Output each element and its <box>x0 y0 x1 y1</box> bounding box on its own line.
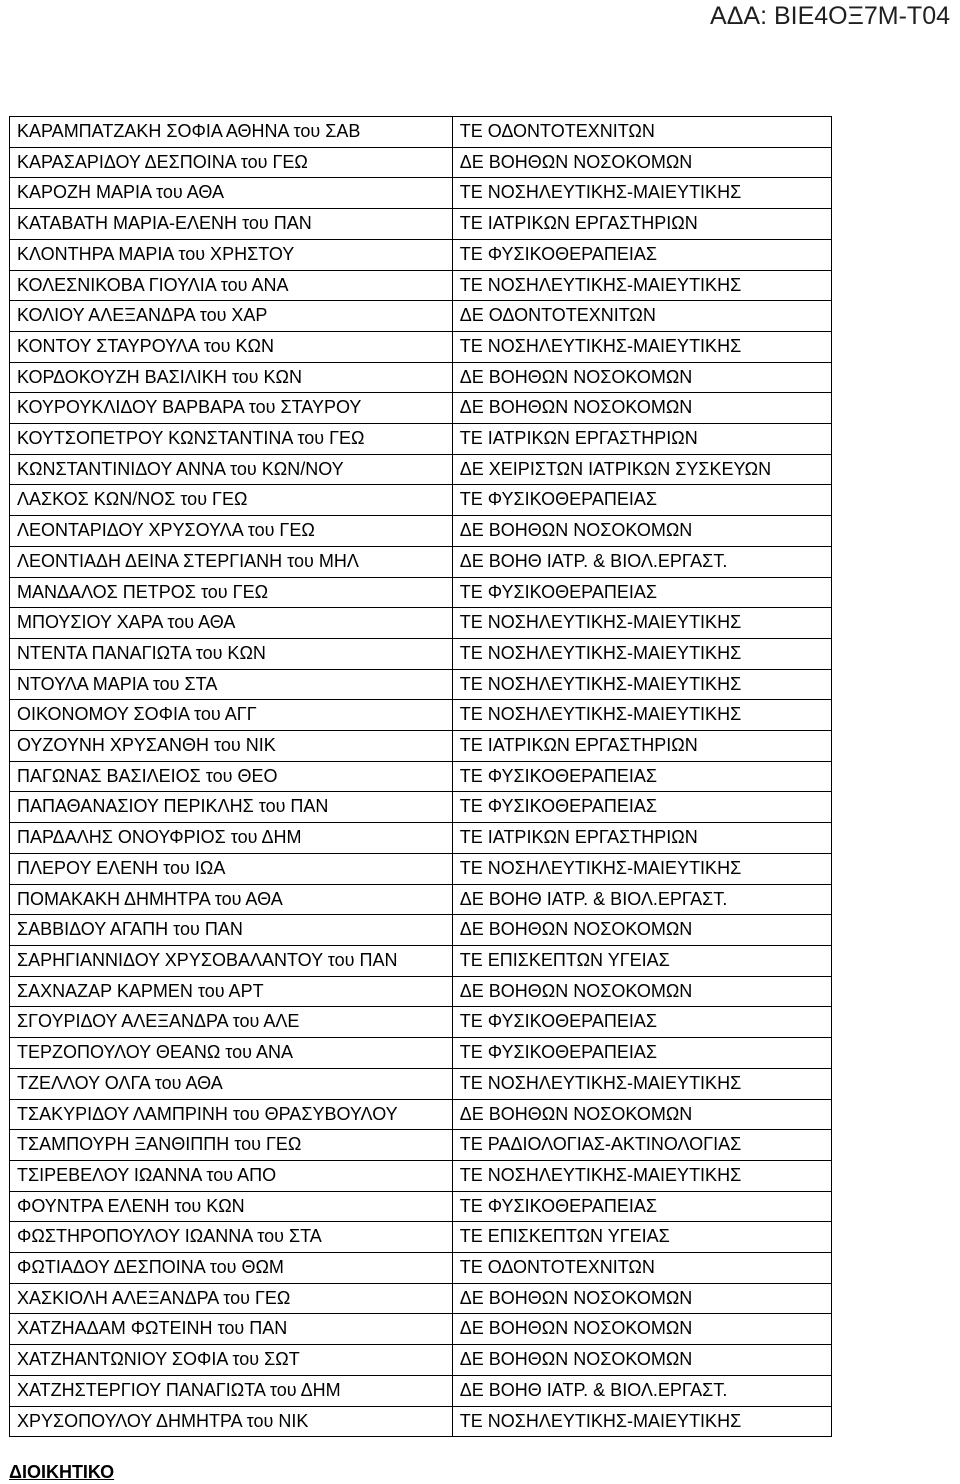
employee-name-cell: ΧΑΤΖΗΑΝΤΩΝΙΟΥ ΣΟΦΙΑ του ΣΩΤ <box>10 1345 453 1376</box>
employee-name-cell: ΚΟΡΔΟΚΟΥΖΗ ΒΑΣΙΛΙΚΗ του ΚΩΝ <box>10 362 453 393</box>
table-row <box>10 608 832 639</box>
table-row <box>10 178 832 209</box>
employee-name-cell: ΠΑΓΩΝΑΣ ΒΑΣΙΛΕΙΟΣ του ΘΕΟ <box>10 761 453 792</box>
specialty-cell: ΔΕ ΒΟΗΘΩΝ ΝΟΣΟΚΟΜΩΝ <box>452 976 831 1007</box>
specialty-cell: ΤΕ ΦΥΣΙΚΟΘΕΡΑΠΕΙΑΣ <box>452 792 831 823</box>
specialty-cell: ΔΕ ΟΔΟΝΤΟΤΕΧΝΙΤΩΝ <box>452 301 831 332</box>
specialty-cell: ΤΕ ΙΑΤΡΙΚΩΝ ΕΡΓΑΣΤΗΡΙΩΝ <box>452 209 831 240</box>
specialty-cell: ΤΕ ΝΟΣΗΛΕΥΤΙΚΗΣ-ΜΑΙΕΥΤΙΚΗΣ <box>452 331 831 362</box>
employee-name-cell: ΧΡΥΣΟΠΟΥΛΟΥ ΔΗΜΗΤΡΑ του ΝΙΚ <box>10 1406 453 1437</box>
table-row <box>10 884 832 915</box>
specialty-cell: ΤΕ ΝΟΣΗΛΕΥΤΙΚΗΣ-ΜΑΙΕΥΤΙΚΗΣ <box>452 669 831 700</box>
table-row <box>10 485 832 516</box>
table-row <box>10 1130 832 1161</box>
table-row <box>10 792 832 823</box>
table-row <box>10 638 832 669</box>
table-row <box>10 393 832 424</box>
specialty-cell: ΔΕ ΒΟΗΘΩΝ ΝΟΣΟΚΟΜΩΝ <box>452 516 831 547</box>
employee-name-cell: ΚΑΡΑΣΑΡΙΔΟΥ ΔΕΣΠΟΙΝΑ του ΓΕΩ <box>10 147 453 178</box>
table-row <box>10 1191 832 1222</box>
table-row <box>10 945 832 976</box>
table-row <box>10 1375 832 1406</box>
table-row <box>10 1345 832 1376</box>
employee-name-cell: ΧΑΤΖΗΑΔΑΜ ΦΩΤΕΙΝΗ του ΠΑΝ <box>10 1314 453 1345</box>
table-row <box>10 1253 832 1284</box>
employee-name-cell: ΠΟΜΑΚΑΚΗ ΔΗΜΗΤΡΑ του ΑΘΑ <box>10 884 453 915</box>
specialty-cell: ΤΕ ΟΔΟΝΤΟΤΕΧΝΙΤΩΝ <box>452 117 831 148</box>
specialty-cell: ΔΕ ΒΟΗΘ ΙΑΤΡ. & ΒΙΟΛ.ΕΡΓΑΣΤ. <box>452 546 831 577</box>
specialty-cell: ΤΕ ΦΥΣΙΚΟΘΕΡΑΠΕΙΑΣ <box>452 485 831 516</box>
employee-name-cell: ΤΣΑΚΥΡΙΔΟΥ ΛΑΜΠΡΙΝΗ του ΘΡΑΣΥΒΟΥΛΟΥ <box>10 1099 453 1130</box>
employee-name-cell: ΝΤΟΥΛΑ ΜΑΡΙΑ του ΣΤΑ <box>10 669 453 700</box>
table-row <box>10 976 832 1007</box>
table-row <box>10 1099 832 1130</box>
table-row <box>10 669 832 700</box>
specialty-cell: ΤΕ ΟΔΟΝΤΟΤΕΧΝΙΤΩΝ <box>452 1253 831 1284</box>
specialty-cell: ΤΕ ΝΟΣΗΛΕΥΤΙΚΗΣ-ΜΑΙΕΥΤΙΚΗΣ <box>452 1068 831 1099</box>
specialty-cell: ΤΕ ΦΥΣΙΚΟΘΕΡΑΠΕΙΑΣ <box>452 1007 831 1038</box>
specialty-cell: ΤΕ ΕΠΙΣΚΕΠΤΩΝ ΥΓΕΙΑΣ <box>452 945 831 976</box>
employee-name-cell: ΚΑΡΑΜΠΑΤΖΑΚΗ ΣΟΦΙΑ ΑΘΗΝΑ του ΣΑΒ <box>10 117 453 148</box>
table-row <box>10 1406 832 1437</box>
employee-name-cell: ΚΟΥΤΣΟΠΕΤΡΟΥ ΚΩΝΣΤΑΝΤΙΝΑ του ΓΕΩ <box>10 424 453 455</box>
specialty-cell: ΔΕ ΒΟΗΘΩΝ ΝΟΣΟΚΟΜΩΝ <box>452 915 831 946</box>
employee-name-cell: ΧΑΤΖΗΣΤΕΡΓΙΟΥ ΠΑΝΑΓΙΩΤΑ του ΔΗΜ <box>10 1375 453 1406</box>
specialty-cell: ΔΕ ΒΟΗΘΩΝ ΝΟΣΟΚΟΜΩΝ <box>452 1283 831 1314</box>
table-row <box>10 516 832 547</box>
specialty-cell: ΔΕ ΒΟΗΘΩΝ ΝΟΣΟΚΟΜΩΝ <box>452 362 831 393</box>
employee-name-cell: ΛΕΟΝΤΙΑΔΗ ΔΕΙΝΑ ΣΤΕΡΓΙΑΝΗ του ΜΗΛ <box>10 546 453 577</box>
table-row <box>10 362 832 393</box>
employee-name-cell: ΝΤΕΝΤΑ ΠΑΝΑΓΙΩΤΑ του ΚΩΝ <box>10 638 453 669</box>
employee-name-cell: ΛΕΟΝΤΑΡΙΔΟΥ ΧΡΥΣΟΥΛΑ του ΓΕΩ <box>10 516 453 547</box>
employee-name-cell: ΣΑΒΒΙΔΟΥ ΑΓΑΠΗ του ΠΑΝ <box>10 915 453 946</box>
table-row <box>10 1160 832 1191</box>
employee-name-cell: ΜΠΟΥΣΙΟΥ ΧΑΡΑ του ΑΘΑ <box>10 608 453 639</box>
specialty-cell: ΔΕ ΒΟΗΘ ΙΑΤΡ. & ΒΙΟΛ.ΕΡΓΑΣΤ. <box>452 1375 831 1406</box>
table-row <box>10 1068 832 1099</box>
specialty-cell: ΤΕ ΙΑΤΡΙΚΩΝ ΕΡΓΑΣΤΗΡΙΩΝ <box>452 424 831 455</box>
employee-name-cell: ΚΟΛΕΣΝΙΚΟΒΑ ΓΙΟΥΛΙΑ του ΑΝΑ <box>10 270 453 301</box>
employee-name-cell: ΦΩΤΙΑΔΟΥ ΔΕΣΠΟΙΝΑ του ΘΩΜ <box>10 1253 453 1284</box>
employee-name-cell: ΧΑΣΚΙΟΛΗ ΑΛΕΞΑΝΔΡΑ του ΓΕΩ <box>10 1283 453 1314</box>
table-row <box>10 915 832 946</box>
specialty-cell: ΤΕ ΝΟΣΗΛΕΥΤΙΚΗΣ-ΜΑΙΕΥΤΙΚΗΣ <box>452 178 831 209</box>
specialty-cell: ΤΕ ΝΟΣΗΛΕΥΤΙΚΗΣ-ΜΑΙΕΥΤΙΚΗΣ <box>452 1406 831 1437</box>
employee-name-cell: ΚΑΤΑΒΑΤΗ ΜΑΡΙΑ-ΕΛΕΝΗ του ΠΑΝ <box>10 209 453 240</box>
table-row <box>10 331 832 362</box>
specialty-cell: ΔΕ ΒΟΗΘΩΝ ΝΟΣΟΚΟΜΩΝ <box>452 147 831 178</box>
table-row <box>10 1222 832 1253</box>
specialty-cell: ΤΕ ΦΥΣΙΚΟΘΕΡΑΠΕΙΑΣ <box>452 1038 831 1069</box>
specialty-cell: ΤΕ ΝΟΣΗΛΕΥΤΙΚΗΣ-ΜΑΙΕΥΤΙΚΗΣ <box>452 1160 831 1191</box>
specialty-cell: ΤΕ ΝΟΣΗΛΕΥΤΙΚΗΣ-ΜΑΙΕΥΤΙΚΗΣ <box>452 638 831 669</box>
table-row <box>10 454 832 485</box>
table-row <box>10 239 832 270</box>
employee-name-cell: ΦΟΥΝΤΡΑ ΕΛΕΝΗ του ΚΩΝ <box>10 1191 453 1222</box>
employee-name-cell: ΚΩΝΣΤΑΝΤΙΝΙΔΟΥ ΑΝΝΑ του ΚΩΝ/ΝΟΥ <box>10 454 453 485</box>
employee-name-cell: ΟΙΚΟΝΟΜΟΥ ΣΟΦΙΑ του ΑΓΓ <box>10 700 453 731</box>
ada-code: ΑΔΑ: ΒΙΕ4ΟΞ7Μ-Τ04 <box>710 2 950 30</box>
specialty-cell: ΤΕ ΝΟΣΗΛΕΥΤΙΚΗΣ-ΜΑΙΕΥΤΙΚΗΣ <box>452 700 831 731</box>
employee-name-cell: ΣΑΧΝΑΖΑΡ ΚΑΡΜΕΝ του ΑΡΤ <box>10 976 453 1007</box>
specialty-cell: ΤΕ ΝΟΣΗΛΕΥΤΙΚΗΣ-ΜΑΙΕΥΤΙΚΗΣ <box>452 853 831 884</box>
table-row <box>10 147 832 178</box>
specialty-cell: ΤΕ ΙΑΤΡΙΚΩΝ ΕΡΓΑΣΤΗΡΙΩΝ <box>452 731 831 762</box>
table-row <box>10 1038 832 1069</box>
table-row <box>10 424 832 455</box>
specialty-cell: ΤΕ ΦΥΣΙΚΟΘΕΡΑΠΕΙΑΣ <box>452 239 831 270</box>
table-row <box>10 731 832 762</box>
employee-name-cell: ΤΖΕΛΛΟΥ ΟΛΓΑ του ΑΘΑ <box>10 1068 453 1099</box>
employee-name-cell: ΜΑΝΔΑΛΟΣ ΠΕΤΡΟΣ του ΓΕΩ <box>10 577 453 608</box>
table-row <box>10 301 832 332</box>
table-row <box>10 761 832 792</box>
table-row <box>10 117 832 148</box>
employee-name-cell: ΤΣΑΜΠΟΥΡΗ ΞΑΝΘΙΠΠΗ του ΓΕΩ <box>10 1130 453 1161</box>
employee-name-cell: ΛΑΣΚΟΣ ΚΩΝ/ΝΟΣ του ΓΕΩ <box>10 485 453 516</box>
table-row <box>10 1283 832 1314</box>
employee-name-cell: ΚΟΝΤΟΥ ΣΤΑΥΡΟΥΛΑ του ΚΩΝ <box>10 331 453 362</box>
section-title: ΔΙΟΙΚΗΤΙΚΟ <box>9 1462 115 1482</box>
employee-name-cell: ΠΛΕΡΟΥ ΕΛΕΝΗ του ΙΩΑ <box>10 853 453 884</box>
employee-name-cell: ΣΑΡΗΓΙΑΝΝΙΔΟΥ ΧΡΥΣΟΒΑΛΑΝΤΟΥ του ΠΑΝ <box>10 945 453 976</box>
specialty-cell: ΤΕ ΕΠΙΣΚΕΠΤΩΝ ΥΓΕΙΑΣ <box>452 1222 831 1253</box>
employee-name-cell: ΤΣΙΡΕΒΕΛΟΥ ΙΩΑΝΝΑ του ΑΠΟ <box>10 1160 453 1191</box>
table-row <box>10 700 832 731</box>
table-row <box>10 209 832 240</box>
specialty-cell: ΤΕ ΦΥΣΙΚΟΘΕΡΑΠΕΙΑΣ <box>452 1191 831 1222</box>
employee-name-cell: ΤΕΡΖΟΠΟΥΛΟΥ ΘΕΑΝΩ του ΑΝΑ <box>10 1038 453 1069</box>
specialty-cell: ΔΕ ΒΟΗΘΩΝ ΝΟΣΟΚΟΜΩΝ <box>452 393 831 424</box>
specialty-cell: ΔΕ ΒΟΗΘΩΝ ΝΟΣΟΚΟΜΩΝ <box>452 1314 831 1345</box>
employee-name-cell: ΠΑΡΔΑΛΗΣ ΟΝΟΥΦΡΙΟΣ του ΔΗΜ <box>10 823 453 854</box>
employee-name-cell: ΣΓΟΥΡΙΔΟΥ ΑΛΕΞΑΝΔΡΑ του ΑΛΕ <box>10 1007 453 1038</box>
specialty-cell: ΤΕ ΡΑΔΙΟΛΟΓΙΑΣ-ΑΚΤΙΝΟΛΟΓΙΑΣ <box>452 1130 831 1161</box>
employee-name-cell: ΚΟΛΙΟΥ ΑΛΕΞΑΝΔΡΑ του ΧΑΡ <box>10 301 453 332</box>
specialty-cell: ΤΕ ΙΑΤΡΙΚΩΝ ΕΡΓΑΣΤΗΡΙΩΝ <box>452 823 831 854</box>
employee-name-cell: ΚΑΡΟΖΗ ΜΑΡΙΑ του ΑΘΑ <box>10 178 453 209</box>
staff-table <box>9 116 832 1437</box>
staff-table-body <box>10 117 832 1437</box>
table-row <box>10 270 832 301</box>
specialty-cell: ΔΕ ΧΕΙΡΙΣΤΩΝ ΙΑΤΡΙΚΩΝ ΣΥΣΚΕΥΩΝ <box>452 454 831 485</box>
employee-name-cell: ΦΩΣΤΗΡΟΠΟΥΛΟΥ ΙΩΑΝΝΑ του ΣΤΑ <box>10 1222 453 1253</box>
table-row <box>10 1314 832 1345</box>
specialty-cell: ΤΕ ΝΟΣΗΛΕΥΤΙΚΗΣ-ΜΑΙΕΥΤΙΚΗΣ <box>452 270 831 301</box>
table-row <box>10 853 832 884</box>
specialty-cell: ΔΕ ΒΟΗΘ ΙΑΤΡ. & ΒΙΟΛ.ΕΡΓΑΣΤ. <box>452 884 831 915</box>
table-row <box>10 546 832 577</box>
table-row <box>10 1007 832 1038</box>
specialty-cell: ΤΕ ΦΥΣΙΚΟΘΕΡΑΠΕΙΑΣ <box>452 577 831 608</box>
specialty-cell: ΤΕ ΦΥΣΙΚΟΘΕΡΑΠΕΙΑΣ <box>452 761 831 792</box>
table-row <box>10 823 832 854</box>
employee-name-cell: ΠΑΠΑΘΑΝΑΣΙΟΥ ΠΕΡΙΚΛΗΣ του ΠΑΝ <box>10 792 453 823</box>
employee-name-cell: ΚΟΥΡΟΥΚΛΙΔΟΥ ΒΑΡΒΑΡΑ του ΣΤΑΥΡΟΥ <box>10 393 453 424</box>
employee-name-cell: ΚΛΟΝΤΗΡΑ ΜΑΡΙΑ του ΧΡΗΣΤΟΥ <box>10 239 453 270</box>
employee-name-cell: ΟΥΖΟΥΝΗ ΧΡΥΣΑΝΘΗ του ΝΙΚ <box>10 731 453 762</box>
table-row <box>10 577 832 608</box>
specialty-cell: ΔΕ ΒΟΗΘΩΝ ΝΟΣΟΚΟΜΩΝ <box>452 1099 831 1130</box>
specialty-cell: ΔΕ ΒΟΗΘΩΝ ΝΟΣΟΚΟΜΩΝ <box>452 1345 831 1376</box>
specialty-cell: ΤΕ ΝΟΣΗΛΕΥΤΙΚΗΣ-ΜΑΙΕΥΤΙΚΗΣ <box>452 608 831 639</box>
